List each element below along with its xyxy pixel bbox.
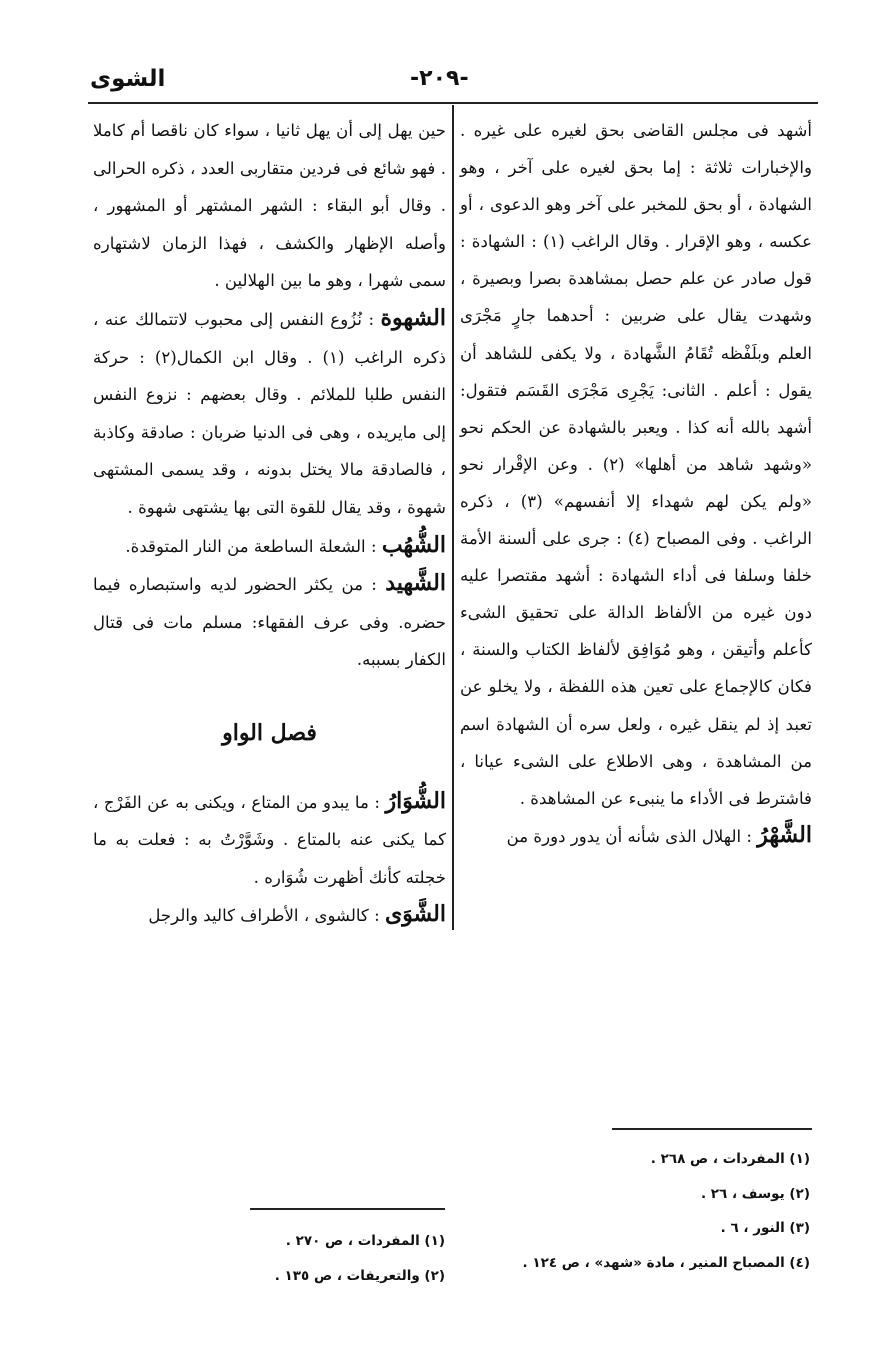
- entry-text: : من يكثر الحضور لديه واستبصاره فيما حضره. وفى عرف الفقهاء: مسلم مات فى قتال الكفار بسببه.: [93, 575, 446, 670]
- entry-headword: الشُّوَارُ: [385, 787, 446, 814]
- entry-shuwar: [93, 783, 446, 897]
- entry-shahwa: [93, 300, 446, 527]
- right-column-paragraph: أشهد فى مجلس القاضى بحق لغيره على غيره . والإخبارات ثلاثة : إما بحق لغيره على آخر ، وهو الشهادة ، أو بحق للمخبر على آخر وهو الدعوى ، أو عكسه ، وهو الإقرار . وقال الراغب (١) : الشهادة : قول صادر عن علم حصل بمشاهدة بصرا وبصيرة ، وشهدت يقال على ضربين : أحدهما جارٍ مَجْرَى العلم وبلَفْظه تُقَامُ الشَّهادة ، ولا يكفى للشاهد أن يقول : أعلم . الثانى: يَجْرِى مَجْرَى القَسَم فتقول: أشهد بالله أنه كذا . ويعبر بالشهادة عن الحكم نحو «وشهد شاهد من أهلها» (٢) . وعن الإقْرار نحو «ولم يكن لهم شهداء إلا أنفسهم» (٣) ، ذكره الراغب . وفى المصباح (٤) : جرى على ألسنة الأمة خلفا وسلفا فى أداء الشهادة : أشهد مقتصرا عليه دون غيره من الألفاظ الدالة على تحقيق الشىء كأعلم وأتيقن ، وهو مُوَافِق لألفاظ الكتاب والسنة ، فكان كالإجماع على تعين هذه اللفظة ، ولا يخلو عن تعبد إذ لم ينقل غيره ، ولعل سره أن الشهادة اسم من المشاهدة ، وهى الاطلاع على الشىء عيانا ، فاشترط فى الأداء ما ينبىء عن المشاهدة .: [460, 121, 813, 808]
- footnotes-right: [460, 1142, 810, 1280]
- entry-headword: الشَّوَى: [384, 901, 446, 928]
- entry-text: : نُزُوع النفس إلى محبوب لاتتمالك عنه ، ذكره الراغب (١) . وقال ابن الكمال(٢) : حركة النفس طلبا للملائم . وقال بعضهم : نزوع النفس إلى مايريده ، وهى فى الدنيا ضربان : صادقة وكاذبة ، فالصادقة مالا يختل بدونه ، وقد يسمى المشتهى شهوة ، وقد يقال للقوة التى بها يشتهى شهوة .: [93, 309, 446, 517]
- footnote: (٢) يوسف ، ٢٦ .: [700, 1185, 810, 1202]
- page-number: -٢٠٩-: [410, 66, 469, 91]
- entry-text: : الشعلة الساطعة من النار المتوقدة.: [125, 536, 382, 556]
- running-header-word: الشوى: [90, 66, 166, 92]
- footnote: (٢) والتعريفات ، ص ١٣٥ .: [274, 1267, 445, 1284]
- footnotes-left: [110, 1224, 445, 1293]
- entry-text: : كالشوى ، الأطراف كاليد والرجل: [148, 906, 385, 926]
- entry-headword: الشُّهُب: [381, 531, 446, 558]
- entry-shawa: [93, 896, 446, 935]
- footnote-rule: [612, 1128, 812, 1130]
- entry-headword: الشَّهْرُ: [757, 821, 812, 848]
- section-heading: فصل الواو: [222, 719, 317, 746]
- section-spacer: [93, 679, 446, 715]
- entry-headword: الشَّهيد: [385, 570, 446, 597]
- entry-text: : ما يبدو من المتاع ، ويكنى به عن الفَرْج ، كما يكنى عنه بالمتاع . وشَوَّرْتُ به : فعلت به ما خجلته كأنك أظهرت شُوَاره .: [93, 792, 446, 887]
- section-spacer: [93, 753, 446, 783]
- right-column: [460, 112, 812, 855]
- left-column: [93, 112, 446, 935]
- footnote: (١) المفردات ، ص ٢٧٠ .: [285, 1233, 445, 1249]
- footnote: (١) المفردات ، ص ٢٦٨ .: [650, 1151, 810, 1167]
- footnote: (٤) المصباح المنير ، مادة «شهد» ، ص ١٢٤ .: [522, 1254, 810, 1271]
- entry-headword: الشهوة: [380, 304, 446, 331]
- entry-text: : الهلال الذى شأنه أن يدور دورة من: [506, 826, 758, 846]
- entry-shahr: [460, 817, 812, 855]
- left-column-continuation: حين يهل إلى أن يهل ثانيا ، سواء كان ناقصا أم كاملا . فهو شائع فى فردين متقاربى العدد ، ذكره الحرالى . وقال أبو البقاء : الشهر المشتهر أو المشهور ، وأصله الإظهار والكشف ، فهذا الزمان لاشتهاره سمى شهرا ، وهو ما بين الهلالين .: [93, 121, 446, 291]
- footnote: (٣) النور ، ٦ .: [720, 1220, 810, 1236]
- column-divider: [452, 105, 454, 930]
- entry-shahid: [93, 565, 446, 679]
- footnote-rule: [250, 1208, 445, 1210]
- header-rule: [88, 102, 818, 104]
- entry-shuhub: [93, 527, 446, 566]
